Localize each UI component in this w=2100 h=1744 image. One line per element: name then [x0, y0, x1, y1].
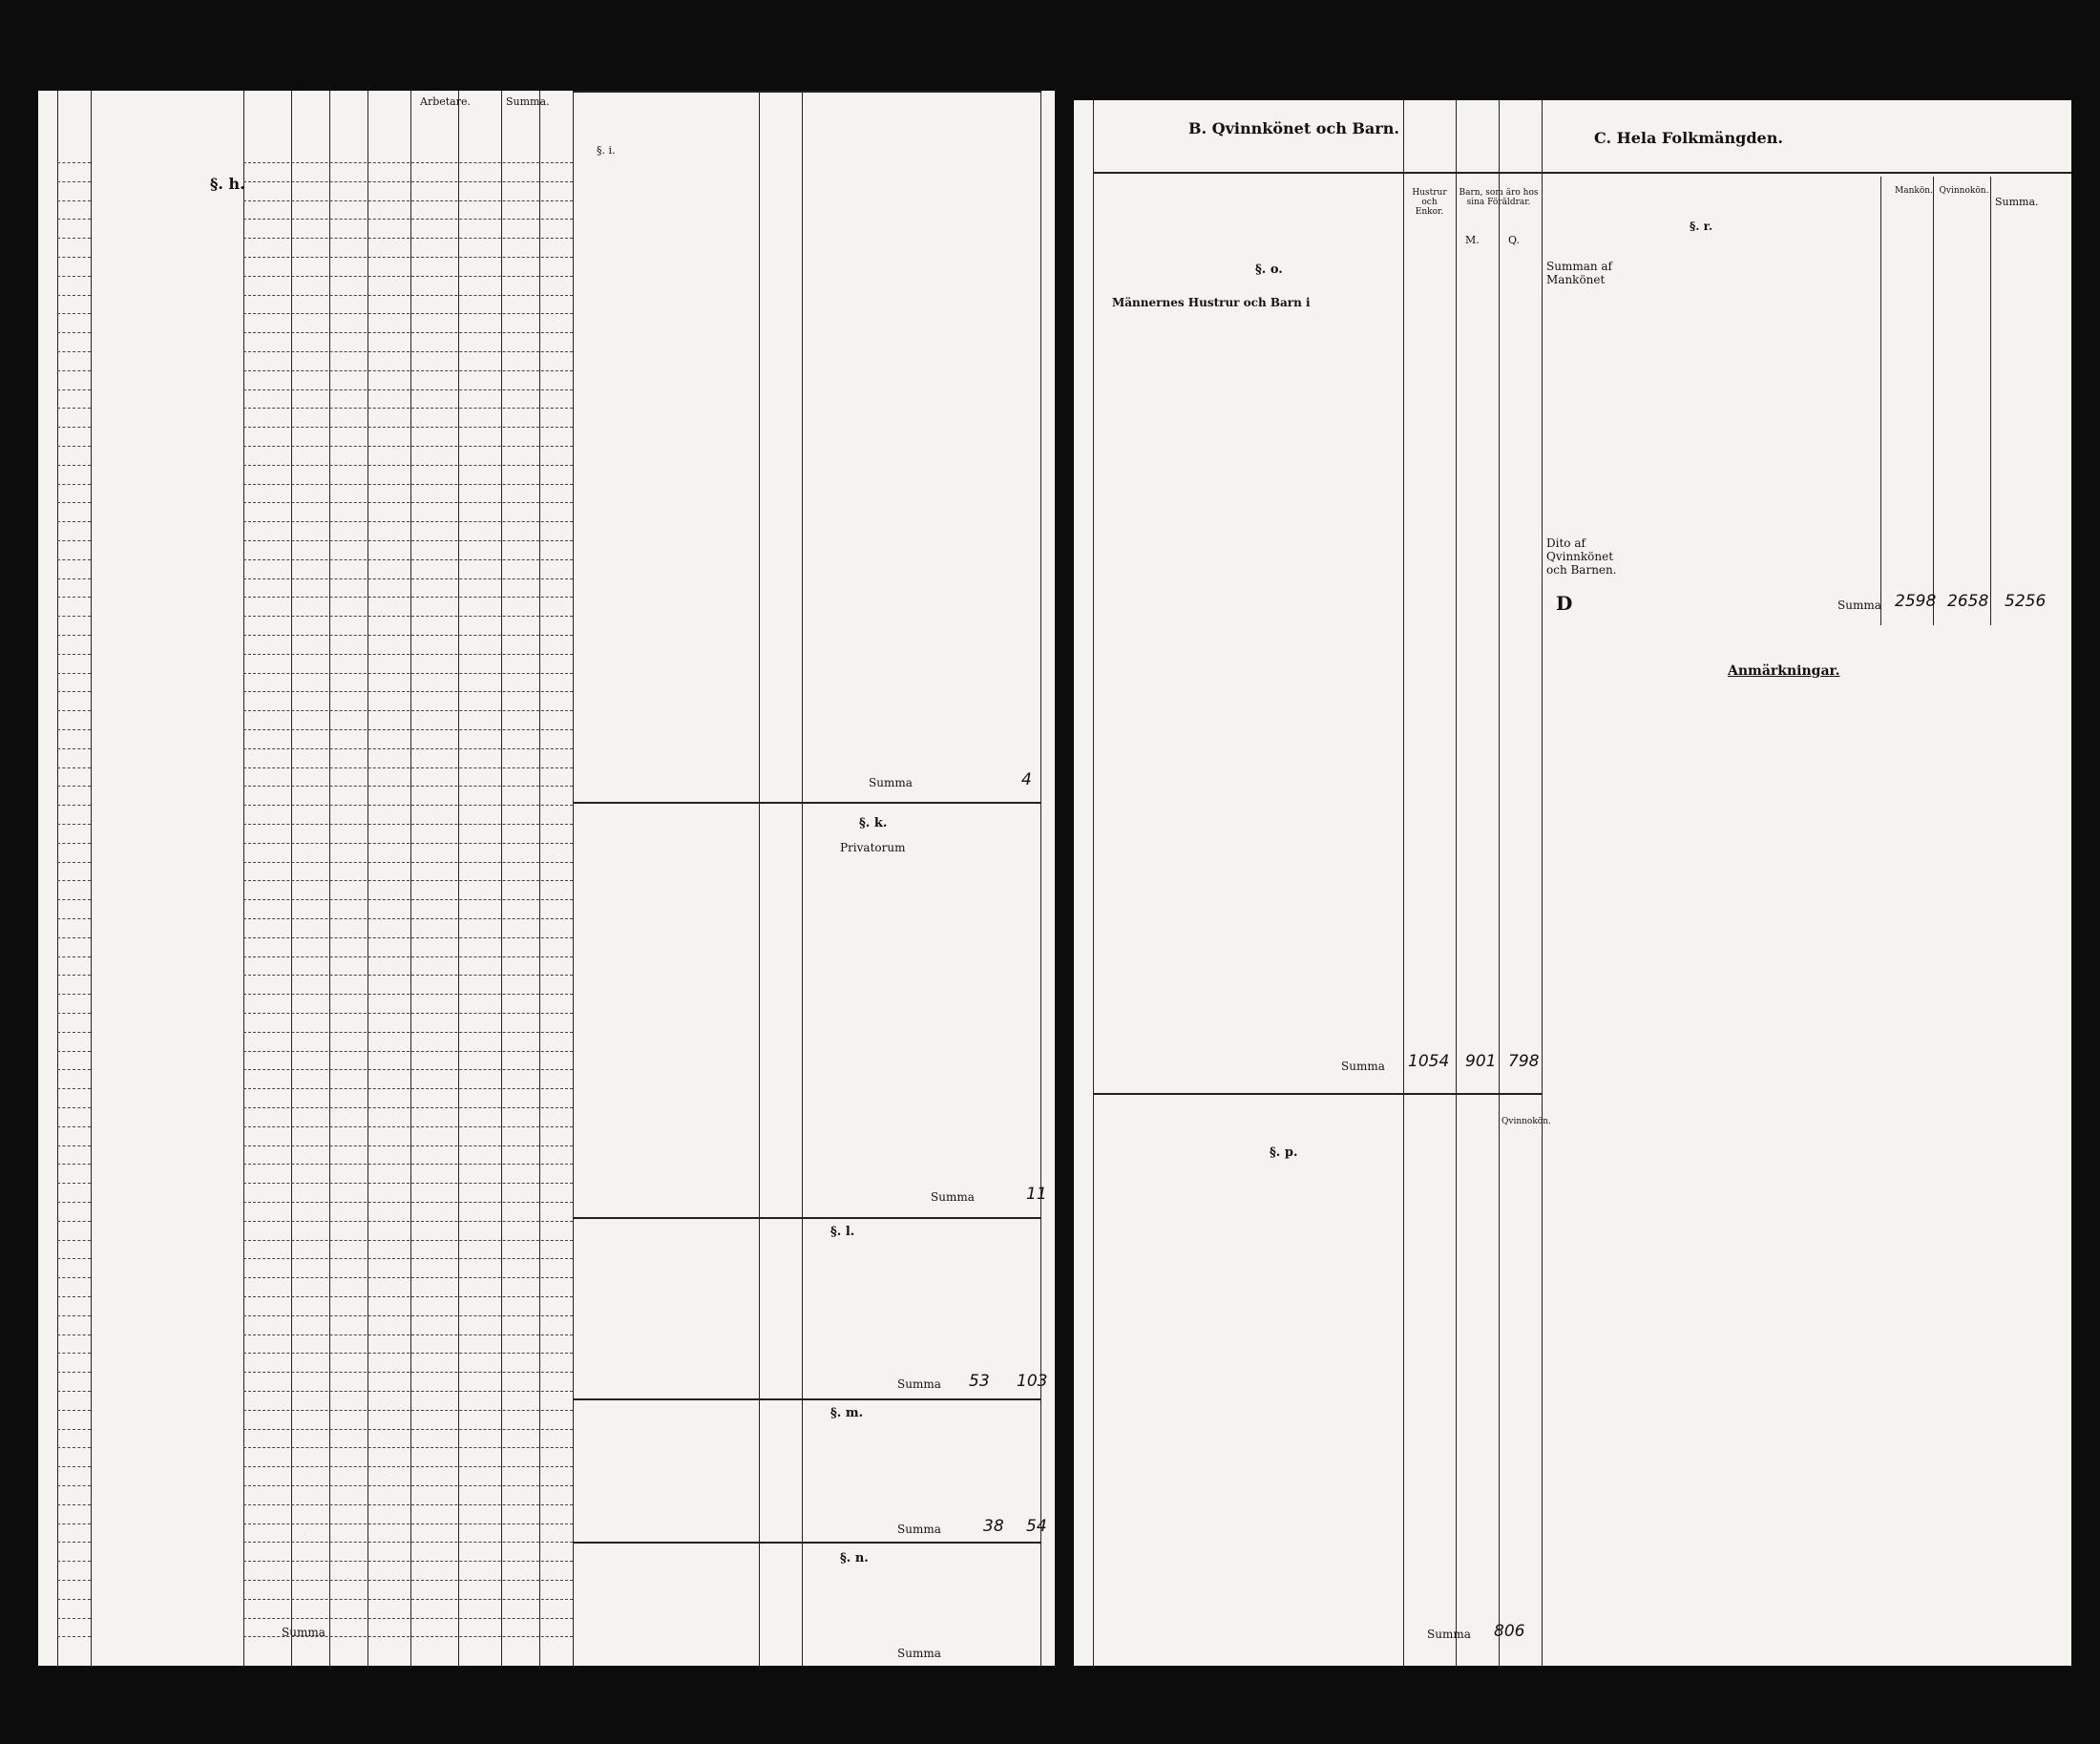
s-p-title: §. p. — [1270, 1145, 1298, 1160]
section-rule — [573, 91, 1040, 93]
grid-row-rule — [243, 937, 573, 938]
grid-row-rule — [243, 956, 573, 957]
grid-row-rule — [57, 521, 91, 522]
grid-vline — [1456, 100, 1457, 1666]
grid-row-rule — [57, 408, 91, 409]
grid-row-rule — [57, 1523, 91, 1524]
grid-row-rule — [57, 767, 91, 768]
s-h-summa-label: Summa — [282, 1626, 326, 1639]
grid-vline — [1403, 100, 1404, 1666]
c-d: D — [1556, 592, 1573, 615]
grid-row-rule — [57, 994, 91, 995]
grid-vline — [573, 91, 574, 1666]
grid-row-rule — [243, 918, 573, 919]
grid-row-rule — [243, 1372, 573, 1373]
grid-row-rule — [57, 1353, 91, 1354]
s-i-title: §. i. — [597, 144, 616, 157]
grid-row-rule — [243, 673, 573, 674]
grid-row-rule — [243, 427, 573, 428]
grid-row-rule — [57, 956, 91, 957]
s-i-summa-label: Summa — [869, 776, 913, 789]
grid-row-rule — [243, 1088, 573, 1089]
grid-row-rule — [57, 1542, 91, 1543]
grid-row-rule — [57, 465, 91, 466]
s-k-sub: Privatorum — [840, 841, 906, 854]
grid-vline — [1093, 100, 1094, 1666]
grid-row-rule — [243, 824, 573, 825]
c-col-qvinnokon: Qvinnokön. — [1939, 186, 1989, 196]
grid-row-rule — [243, 1202, 573, 1203]
grid-row-rule — [243, 1221, 573, 1222]
b-col-hustrur: Hustrur och Enkor. — [1412, 188, 1447, 217]
grid-row-rule — [243, 1013, 573, 1014]
grid-row-rule — [243, 295, 573, 296]
c-col-mankon: Mankön. — [1895, 186, 1933, 196]
grid-row-rule — [243, 465, 573, 466]
grid-row-rule — [243, 1599, 573, 1600]
grid-row-rule — [243, 805, 573, 806]
grid-row-rule — [243, 1032, 573, 1033]
grid-row-rule — [57, 1599, 91, 1600]
grid-vline — [1040, 91, 1041, 1666]
grid-row-rule — [243, 219, 573, 220]
grid-row-rule — [243, 843, 573, 844]
b-sub-q: Q. — [1508, 234, 1520, 246]
grid-row-rule — [57, 1258, 91, 1259]
grid-row-rule — [243, 1523, 573, 1524]
grid-row-rule — [57, 295, 91, 296]
grid-row-rule — [243, 1277, 573, 1278]
arbetare-head: Arbetare. — [420, 95, 471, 108]
grid-row-rule — [243, 521, 573, 522]
grid-row-rule — [57, 1032, 91, 1033]
section-rule — [573, 1398, 1040, 1400]
grid-row-rule — [243, 1618, 573, 1619]
grid-row-rule — [243, 748, 573, 749]
grid-row-rule — [243, 1107, 573, 1108]
grid-vline — [1499, 100, 1500, 1666]
grid-row-rule — [243, 975, 573, 976]
grid-row-rule — [57, 370, 91, 371]
grid-row-rule — [243, 484, 573, 485]
c-title: C. Hela Folkmängden. — [1594, 129, 1783, 147]
b-col-barn: Barn, som äro hos sina Föräldrar. — [1459, 188, 1539, 207]
grid-row-rule — [243, 899, 573, 900]
b-title: B. Qvinnkönet och Barn. — [1188, 119, 1399, 137]
grid-row-rule — [57, 975, 91, 976]
grid-row-rule — [57, 786, 91, 787]
grid-row-rule — [243, 1561, 573, 1562]
grid-row-rule — [57, 635, 91, 636]
grid-row-rule — [243, 1410, 573, 1411]
grid-row-rule — [243, 1429, 573, 1430]
section-rule — [1093, 172, 2071, 174]
grid-row-rule — [243, 1485, 573, 1486]
grid-row-rule — [243, 578, 573, 579]
p-total: 806 — [1494, 1622, 1525, 1641]
grid-row-rule — [243, 1504, 573, 1505]
grid-row-rule — [243, 1334, 573, 1335]
section-rule — [573, 1542, 1040, 1544]
anm-title: Anmärkningar. — [1728, 663, 1840, 679]
s-i-total: 4 — [1021, 770, 1032, 789]
c-total-q: 2658 — [1947, 592, 1989, 611]
b-total-3: 798 — [1508, 1052, 1540, 1071]
grid-row-rule — [57, 748, 91, 749]
grid-row-rule — [57, 1126, 91, 1127]
grid-row-rule — [57, 1447, 91, 1448]
grid-vline — [1990, 177, 1991, 625]
grid-row-rule — [57, 710, 91, 711]
grid-row-rule — [57, 1013, 91, 1014]
s-m-total-m: 38 — [983, 1517, 1004, 1536]
grid-row-rule — [57, 1145, 91, 1146]
right-page — [1074, 100, 2071, 1666]
grid-row-rule — [57, 1183, 91, 1184]
grid-row-rule — [57, 1221, 91, 1222]
s-n-title: §. n. — [840, 1551, 869, 1565]
section-rule — [573, 802, 1040, 804]
grid-vline — [802, 91, 803, 1666]
grid-row-rule — [243, 389, 573, 390]
grid-row-rule — [57, 200, 91, 201]
section-rule — [1093, 1093, 1542, 1095]
grid-row-rule — [243, 1353, 573, 1354]
grid-row-rule — [243, 162, 573, 163]
grid-vline — [1933, 177, 1934, 625]
c-sec: §. r. — [1690, 220, 1713, 233]
grid-row-rule — [57, 654, 91, 655]
grid-row-rule — [57, 1277, 91, 1278]
grid-row-rule — [57, 1164, 91, 1165]
grid-row-rule — [243, 276, 573, 277]
grid-row-rule — [243, 332, 573, 333]
grid-row-rule — [57, 276, 91, 277]
grid-row-rule — [57, 616, 91, 617]
grid-row-rule — [243, 181, 573, 182]
grid-row-rule — [243, 767, 573, 768]
s-l-title: §. l. — [830, 1225, 855, 1239]
grid-row-rule — [57, 219, 91, 220]
grid-row-rule — [243, 1315, 573, 1316]
grid-row-rule — [57, 1580, 91, 1581]
grid-row-rule — [57, 446, 91, 447]
grid-row-rule — [243, 257, 573, 258]
s-h-title: §. h. — [210, 175, 245, 193]
grid-row-rule — [243, 408, 573, 409]
grid-row-rule — [243, 1145, 573, 1146]
grid-row-rule — [57, 597, 91, 598]
s-l-total-q: 103 — [1017, 1372, 1048, 1391]
s-o-title: §. o. — [1255, 263, 1283, 277]
grid-row-rule — [57, 1561, 91, 1562]
grid-row-rule — [243, 1296, 573, 1297]
grid-row-rule — [57, 1485, 91, 1486]
grid-row-rule — [57, 1466, 91, 1467]
b-sub-m: M. — [1465, 234, 1480, 246]
s-p-col: Qvinnokön. — [1502, 1117, 1551, 1126]
grid-row-rule — [57, 1334, 91, 1335]
grid-row-rule — [57, 238, 91, 239]
grid-row-rule — [57, 1202, 91, 1203]
c-side2: Dito af Qvinnkönet och Barnen. — [1546, 536, 1617, 577]
grid-row-rule — [243, 654, 573, 655]
grid-row-rule — [243, 710, 573, 711]
grid-row-rule — [243, 446, 573, 447]
grid-row-rule — [243, 616, 573, 617]
grid-row-rule — [57, 484, 91, 485]
grid-row-rule — [57, 427, 91, 428]
b-summa-label: Summa — [1341, 1060, 1385, 1073]
grid-row-rule — [57, 1618, 91, 1619]
grid-row-rule — [243, 313, 573, 314]
p-summa-label: Summa — [1427, 1628, 1471, 1641]
grid-row-rule — [243, 635, 573, 636]
grid-row-rule — [57, 673, 91, 674]
grid-row-rule — [243, 502, 573, 503]
c-side1: Summan af Mankönet — [1546, 260, 1612, 286]
grid-row-rule — [57, 1504, 91, 1505]
grid-row-rule — [243, 1051, 573, 1052]
grid-row-rule — [57, 1372, 91, 1373]
c-total-m: 2598 — [1895, 592, 1937, 611]
grid-row-rule — [243, 200, 573, 201]
grid-row-rule — [243, 862, 573, 863]
grid-row-rule — [243, 1258, 573, 1259]
grid-row-rule — [243, 540, 573, 541]
grid-row-rule — [243, 691, 573, 692]
s-l-total-m: 53 — [969, 1372, 990, 1391]
grid-row-rule — [243, 1183, 573, 1184]
grid-row-rule — [243, 1447, 573, 1448]
s-m-total-q: 54 — [1026, 1517, 1047, 1536]
left-page — [38, 91, 1055, 1666]
s-n-summa-label: Summa — [897, 1647, 941, 1660]
s-k-total: 11 — [1026, 1185, 1047, 1204]
grid-row-rule — [243, 729, 573, 730]
grid-row-rule — [243, 1466, 573, 1467]
grid-row-rule — [57, 181, 91, 182]
grid-row-rule — [57, 1315, 91, 1316]
grid-row-rule — [57, 824, 91, 825]
grid-row-rule — [243, 238, 573, 239]
grid-row-rule — [243, 994, 573, 995]
grid-row-rule — [57, 1429, 91, 1430]
grid-row-rule — [243, 1240, 573, 1241]
grid-row-rule — [243, 1542, 573, 1543]
grid-row-rule — [57, 502, 91, 503]
s-k-summa-label: Summa — [931, 1190, 975, 1204]
grid-vline — [759, 91, 760, 1666]
grid-row-rule — [57, 1240, 91, 1241]
grid-row-rule — [57, 805, 91, 806]
grid-row-rule — [57, 1107, 91, 1108]
grid-row-rule — [57, 937, 91, 938]
grid-row-rule — [57, 880, 91, 881]
grid-row-rule — [57, 1636, 91, 1637]
b-total-2: 901 — [1465, 1052, 1497, 1071]
grid-row-rule — [243, 880, 573, 881]
c-total-s: 5256 — [2005, 592, 2047, 611]
grid-row-rule — [57, 862, 91, 863]
grid-vline — [1880, 177, 1881, 625]
grid-row-rule — [243, 786, 573, 787]
s-k-title: §. k. — [859, 816, 888, 830]
b-total-1: 1054 — [1408, 1052, 1450, 1071]
c-col-summa: Summa. — [1995, 196, 2039, 208]
grid-row-rule — [243, 1580, 573, 1581]
s-o-sub: Männernes Hustrur och Barn i — [1112, 296, 1311, 309]
grid-row-rule — [57, 559, 91, 560]
grid-row-rule — [57, 578, 91, 579]
s-m-summa-label: Summa — [897, 1523, 941, 1536]
grid-row-rule — [57, 389, 91, 390]
grid-row-rule — [57, 691, 91, 692]
grid-row-rule — [57, 1088, 91, 1089]
grid-row-rule — [243, 1069, 573, 1070]
grid-row-rule — [57, 313, 91, 314]
grid-row-rule — [243, 597, 573, 598]
s-l-summa-label: Summa — [897, 1377, 941, 1391]
grid-row-rule — [57, 351, 91, 352]
grid-vline — [1542, 100, 1543, 1666]
grid-row-rule — [57, 540, 91, 541]
c-summa-label: Summa — [1838, 599, 1881, 612]
grid-row-rule — [243, 351, 573, 352]
grid-row-rule — [243, 559, 573, 560]
section-rule — [573, 1217, 1040, 1219]
grid-row-rule — [57, 1051, 91, 1052]
summa-head: Summa. — [506, 95, 550, 108]
grid-row-rule — [57, 1410, 91, 1411]
grid-row-rule — [57, 843, 91, 844]
grid-row-rule — [57, 918, 91, 919]
s-m-title: §. m. — [830, 1406, 864, 1420]
grid-row-rule — [243, 1391, 573, 1392]
grid-row-rule — [57, 162, 91, 163]
grid-row-rule — [57, 1296, 91, 1297]
grid-row-rule — [57, 332, 91, 333]
grid-vline — [91, 91, 92, 1666]
grid-row-rule — [243, 1164, 573, 1165]
grid-row-rule — [57, 257, 91, 258]
grid-row-rule — [57, 1069, 91, 1070]
grid-row-rule — [243, 370, 573, 371]
grid-row-rule — [243, 1126, 573, 1127]
grid-row-rule — [57, 899, 91, 900]
grid-row-rule — [57, 729, 91, 730]
grid-row-rule — [57, 1391, 91, 1392]
